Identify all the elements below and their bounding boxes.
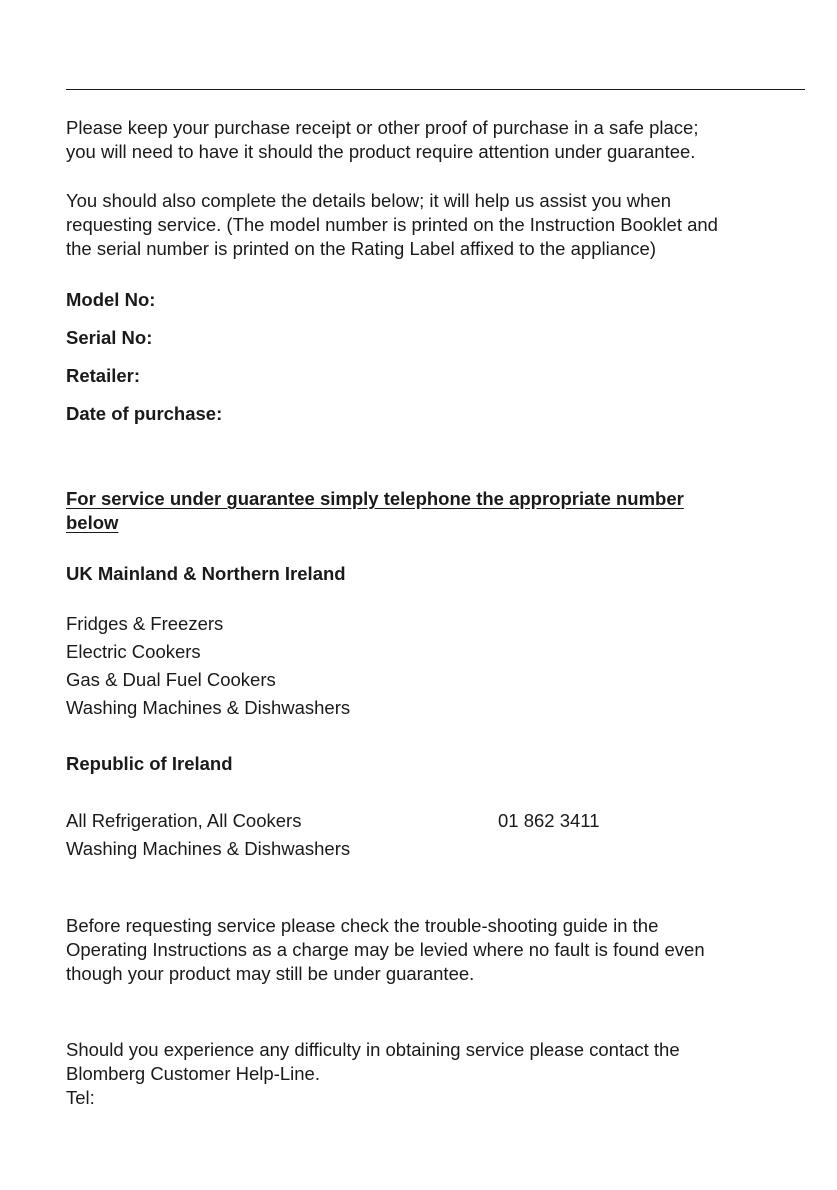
details-intro-paragraph	[66, 189, 806, 261]
top-divider	[66, 89, 805, 90]
ireland-item-refrigeration: All Refrigeration, All Cookers	[66, 810, 302, 831]
text-line: though your product may still be under guarantee.	[66, 963, 475, 984]
text-line: requesting service. (The model number is printed on the Instruction Booklet and	[66, 214, 718, 235]
uk-item-fridges: Fridges & Freezers	[66, 613, 224, 634]
uk-item-gas-cookers: Gas & Dual Fuel Cookers	[66, 669, 276, 690]
helpline-paragraph	[66, 1038, 806, 1110]
text-line: Blomberg Customer Help-Line.	[66, 1063, 320, 1084]
text-line: Before requesting service please check the trouble-shooting guide in the	[66, 915, 659, 936]
text-line: Please keep your purchase receipt or other proof of purchase in a safe place;	[66, 117, 699, 138]
model-no-label: Model No:	[66, 289, 156, 310]
date-of-purchase-label: Date of purchase:	[66, 403, 223, 424]
serial-no-label: Serial No:	[66, 327, 153, 348]
ireland-heading: Republic of Ireland	[66, 753, 233, 774]
ireland-phone-refrigeration: 01 862 3411	[498, 810, 600, 831]
troubleshooting-paragraph	[66, 914, 806, 986]
uk-item-washing-machines: Washing Machines & Dishwashers	[66, 697, 351, 718]
intro-paragraph	[66, 116, 806, 164]
text-line: the serial number is printed on the Rating Label affixed to the appliance)	[66, 238, 656, 259]
heading-line: below	[66, 512, 119, 533]
uk-heading: UK Mainland & Northern Ireland	[66, 563, 346, 584]
heading-line: For service under guarantee simply telephone the appropriate number	[66, 488, 684, 509]
text-line: you will need to have it should the product require attention under guarantee.	[66, 141, 696, 162]
text-line: You should also complete the details below; it will help us assist you when	[66, 190, 672, 211]
ireland-item-washing-machines: Washing Machines & Dishwashers	[66, 838, 351, 859]
retailer-label: Retailer:	[66, 365, 141, 386]
service-heading	[66, 487, 766, 535]
text-line: Should you experience any difficulty in obtaining service please contact the	[66, 1039, 680, 1060]
tel-label: Tel:	[66, 1087, 95, 1108]
uk-item-electric-cookers: Electric Cookers	[66, 641, 201, 662]
text-line: Operating Instructions as a charge may be levied where no fault is found even	[66, 939, 705, 960]
